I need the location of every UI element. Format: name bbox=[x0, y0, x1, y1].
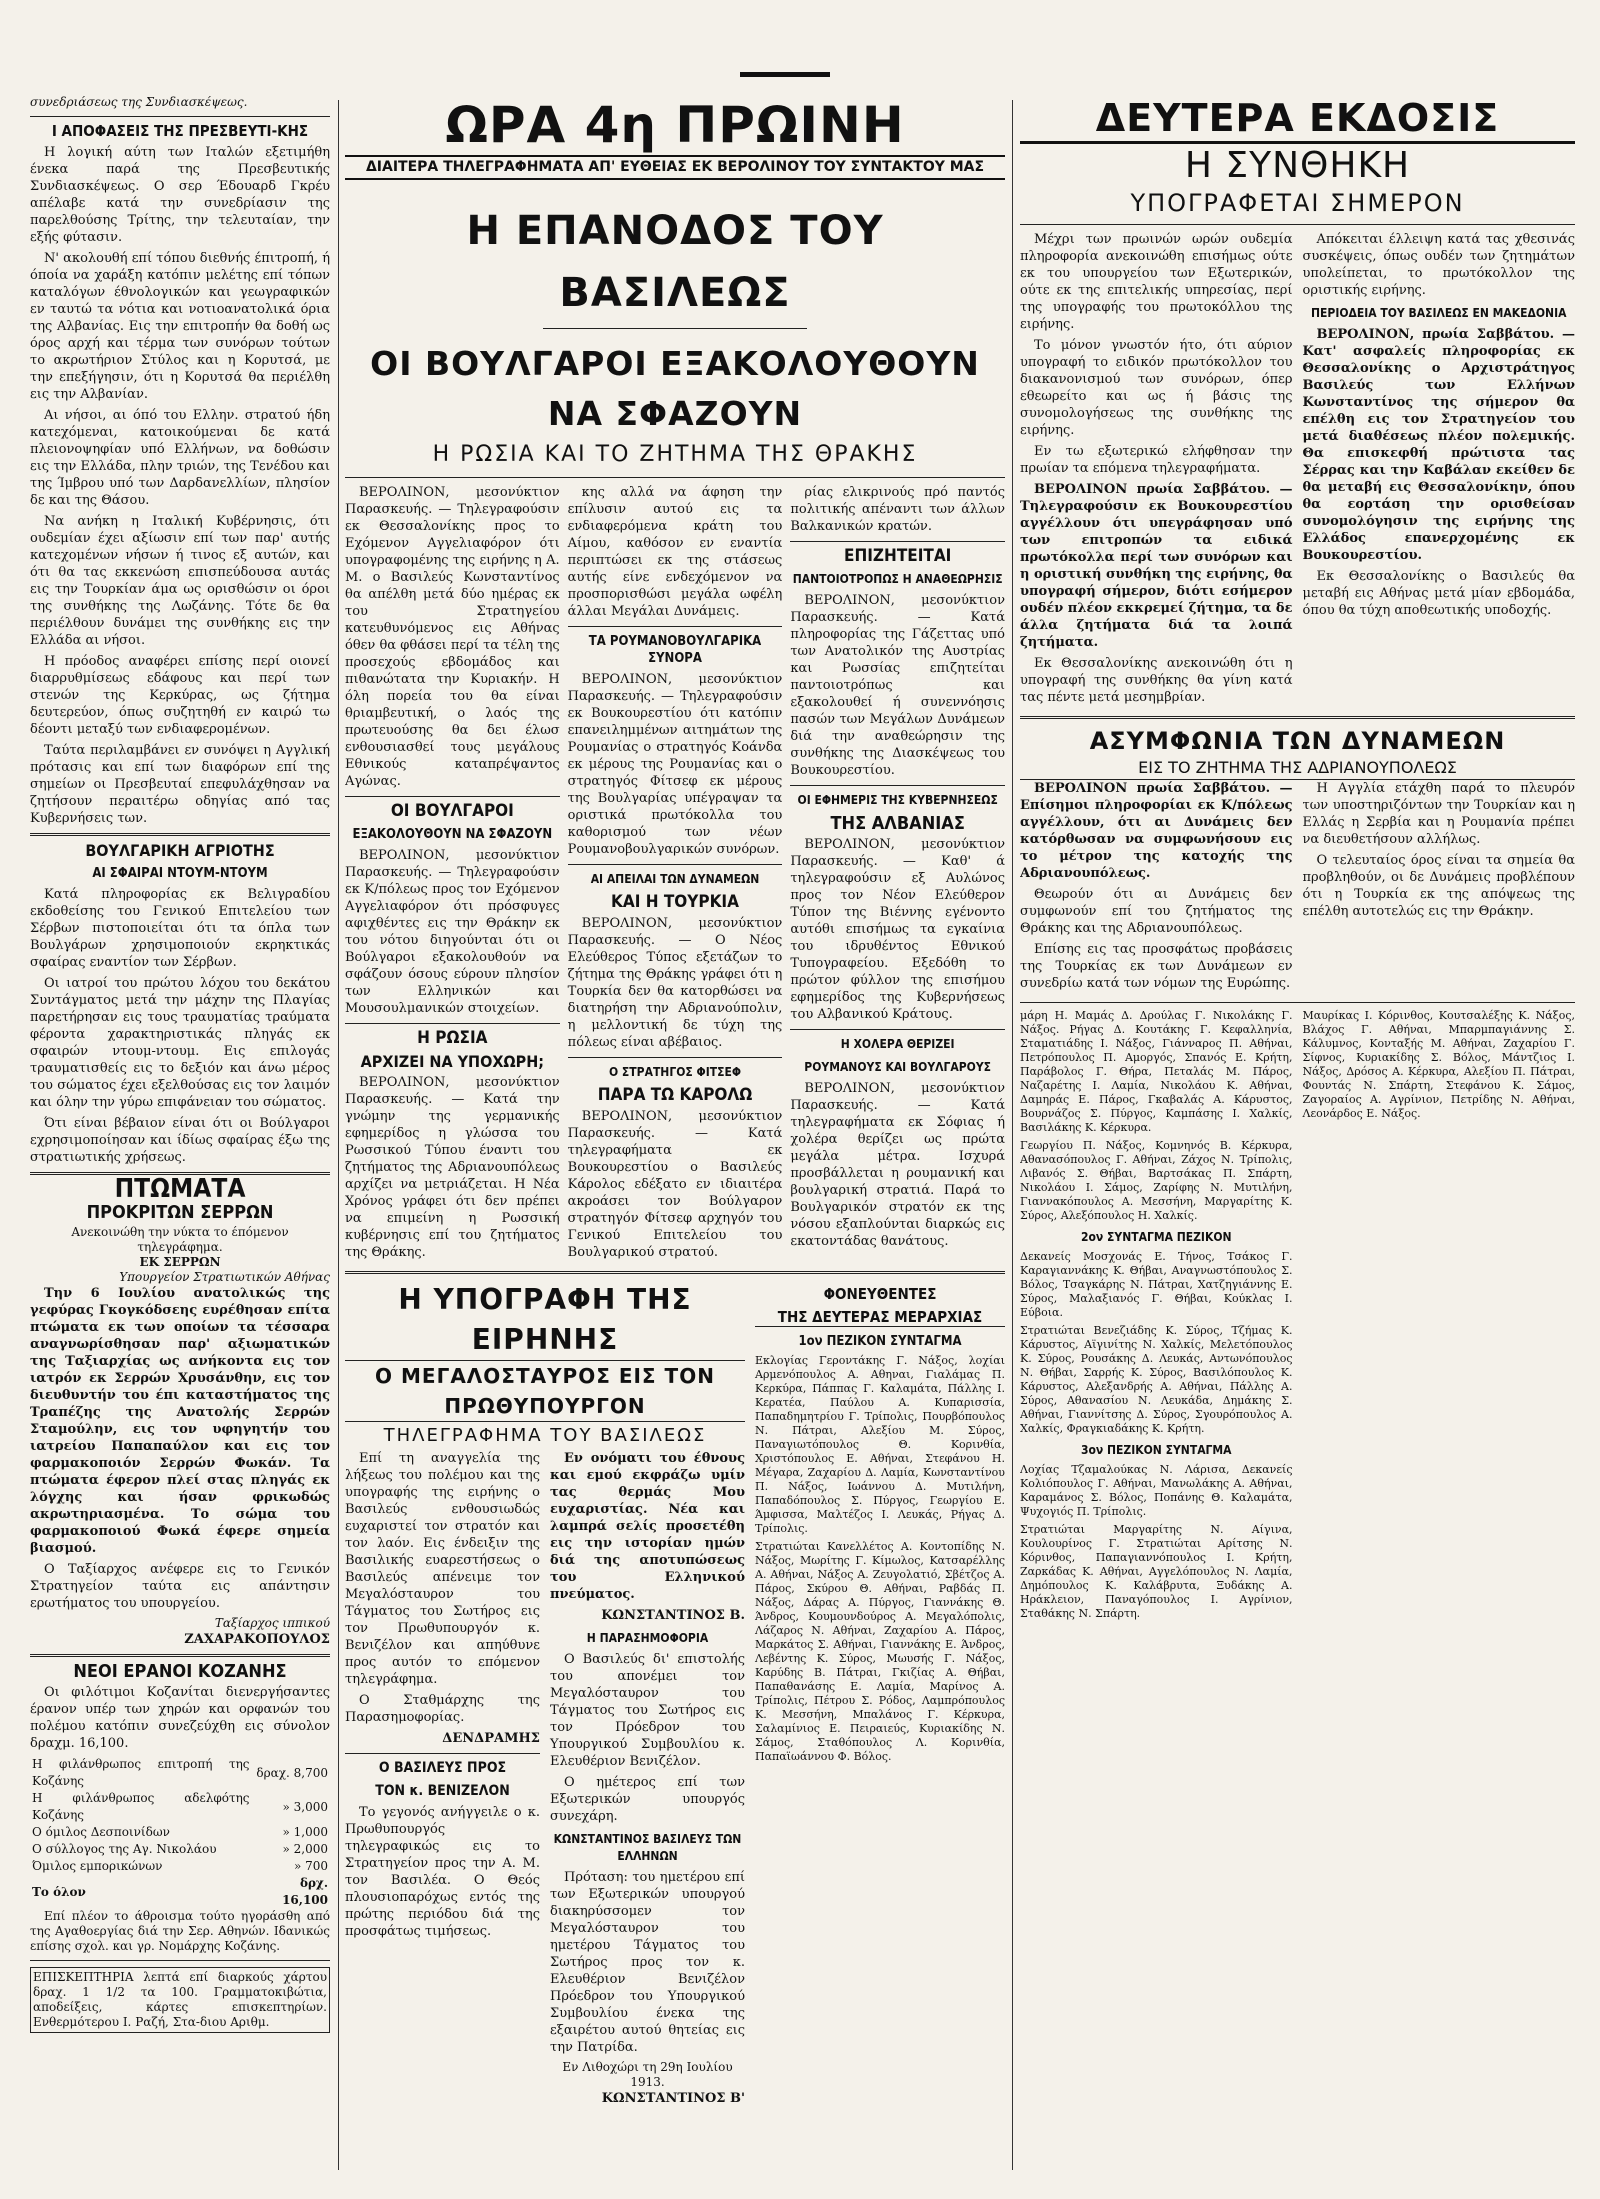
casualty-list: Στρατιώται Μαργαρίτης Ν. Αίγινα, Κουλουρίνος Γ. Στρατιώται Αρίτσης Ν. Κόρινθος, Παπαγιαννόπουλος Ι. Κρήτη, Ζαρκάδας Κ. Αθήναι, Αγγελόπουλος Ν. Λαμία, Δημόπουλος Κ. Καλάβρυτα, Ξυδάκης Α. Ηράκλειον, Παναγόπουλος Ι. Αγρίνιον, Σταθάκης Ν. Σπάρτη. bbox=[1020, 1523, 1293, 1620]
paragraph: Απόκειται έλλειψη κατά τας χθεσινάς συσκέψεις, όπως ουδέν των ζητημάτων υπολείπεται, το πρωτόκολλον της οριστικής ειρήνης. bbox=[1302, 232, 1575, 298]
articles-row-2 bbox=[345, 1280, 1005, 2107]
headline-grand-cross: Ο ΜΕΓΑΛΟΣΤΑΥΡΟΣ ΕΙΣ ΤΟΝ ΠΡΩΘΥΠΟΥΡΓΟΝ bbox=[345, 1360, 745, 1422]
paragraph: Κατά πληροφορίας εκ Βελιγραδίου εκδοθείσης του Γενικού Επιτελείου των Σέρβων πιστοποιείται ότι τα όπλα των Βουλγάρων χρησιμοποιούν εκρηκτικάς σφαίρας εναντίον των Σέρβων. bbox=[30, 887, 330, 970]
donor-amount: δρχ. 16,100 bbox=[282, 1876, 328, 1907]
intro-line: Ανεκοινώθη την νύκτα το έπόμενον τηλεγράφημα. bbox=[71, 1225, 289, 1254]
donor-amount: δραχ. 8,700 bbox=[256, 1765, 328, 1780]
paragraph: Μέχρι των πρωινών ωρών ουδεμία πληροφορία ανεκοινώθη επισήμως ούτε εκ του υπουργείου των Εξωτερικών, ούτε εκ της επιτελικής υπηρεσίας, περί της υπογραφής του πρωτοκόλλου της ειρήνης. bbox=[1020, 232, 1293, 332]
paragraph: Ταύτα περιλαμβάνει εν συνόψει η Αγγλική πρότασις και επί των διαφόρων επί της σημείων οι Πρεσβευταί επεφυλάχθησαν να ζητήσουν περαιτέρω οδηγίας από τας Κυβερνήσεις των. bbox=[30, 743, 330, 826]
disagree-col-1 bbox=[1020, 780, 1293, 996]
paragraph: Η λογική αύτη των Ιταλών εξετιμήθη ένεκα παρά της Πρεσβευτικής Συνδιασκέψεως. Ο σερ Έδουαρδ Γκρέυ απέλαβε κατά την συνεδρίασιν της παρελθούσης Τρίτης, την τελευταίαν, την εξής φύτασιν. bbox=[30, 145, 330, 245]
dateline-serres: ΕΚ ΣΕΡΡΩΝ bbox=[139, 1255, 221, 1269]
paragraph: ΒΕΡΟΛΙΝΟΝ, μεσονύκτιον Παρασκευής. — Ο Νέος Ελεύθερος Τύπος εξετάζων το ζήτημα της Θράκης γράφει ότι η Τουρκία δεν θα κατορθώσει να διατηρήση την Αδριανούπολιν, η μελλοντική δε τύχη της πόλεως είναι αβέβαιος. bbox=[567, 916, 783, 1050]
divider bbox=[790, 1029, 1005, 1030]
donor-name: Το όλον bbox=[32, 1884, 86, 1899]
headline-king-tour: ΠΕΡΙΟΔΕΙΑ ΤΟΥ ΒΑΣΙΛΕΩΣ ΕΝ ΜΑΚΕΔΟΝΙΑ bbox=[1311, 306, 1567, 320]
articles-row-1 bbox=[345, 484, 1005, 1265]
headline-king-to: Ο ΒΑΣΙΛΕΥΣ ΠΡΟΣ bbox=[378, 1760, 507, 1776]
divider bbox=[568, 1057, 783, 1058]
paragraph: Θεωρούν ότι αι Δυνάμεις δεν συμφωνούν επί του ζητήματος της Θράκης και της Αδριανουπόλεως. bbox=[1020, 887, 1293, 936]
subhead-2nd-regiment: 2ον ΣΥΝΤΑΓΜΑ ΠΕΖΙΚΟΝ bbox=[1080, 1230, 1232, 1244]
donor-name: Όμιλος εμπορικώνων bbox=[32, 1859, 163, 1873]
table-row bbox=[30, 1824, 330, 1841]
casualty-list: Λοχίας Τζαμαλούκας Ν. Λάρισα, Δεκανείς Κολιόπουλος Γ. Αθήναι, Μανωλάκης Α. Αθήναι, Καραμάνος Σ. Βόλος, Ποπάνης Θ. Καλαμάτα, Ψυχογιός Π. Τρίπολις. bbox=[1020, 1463, 1293, 1518]
donor-name: Η φιλάνθρωπος επιτροπή της Κοζάνης bbox=[32, 1757, 250, 1788]
headline-gov-newspaper: ΟΙ ΕΦΗΜΕΡΙΣ ΤΗΣ ΚΥΒΕΡΝΗΣΕΩΣ bbox=[797, 793, 998, 807]
paragraph: ΒΕΡΟΛΙΝΟΝ, μεσονύκτιον Παρασκευής. — Κατά πληροφορίας της Γάζεττας υπό των Ανατολικόν της Αυστρίας και Ρωσσίας επιζητείται παντοιοτρόπως και εξακολουθεί ή συνεννόησις πασών των Μεγάλων Δυνάμεων διά την αναθεώρησιν της συνθήκης της Διασκέψεως του Βουκουρεστίου. bbox=[790, 593, 1005, 778]
donor-amount: » 3,000 bbox=[282, 1799, 328, 1814]
paragraph: κης αλλά να άφηση την επίλυσιν αυτού εις τα ενδιαφερόμενα κράτη του Αίμου, καθόσον εν εναντία περιπτώσει εκ της στάσεως αυτής είνε ενδεχόμενον να προσπορισθώσι μεγάλα ωφέλη άλλαι Μεγάλαι Δυνάμεις. bbox=[567, 485, 783, 619]
subhead-adrianople: ΕΙΣ ΤΟ ΖΗΤΗΜΑ ΤΗΣ ΑΔΡΙΑΝΟΥΠΟΛΕΩΣ bbox=[1020, 757, 1575, 780]
paragraph: ΒΕΡΟΛΙΝΟΝ, μεσονύκτιον Παρασκευής. — Τηλεγραφούσιν εκ Βουκουρεστίου ότι κατόπιν επανειλημμένων αιτημάτων της Ρουμανίας ο στρατηγός Κοάνδα εκ μέρους της Ρουμανίας και ο στρατηγός Φίτσεφ εκ μέρους της Βουλγαρίας υπέγραψαν τα οριστικά πρωτόκολλα του καθορισμού των νέων Ρουμανοβουλγαρικών συνόρων. bbox=[567, 672, 783, 857]
paragraph: Πρόταση: του ημετέρου επί των Εξωτερικών υπουργού διακηρύσσομεν τον Μεγαλόσταυρον του ημετέρου Τάγματος του Σωτήρος προς τον κ. Ελευθέριον Βενιζέλον Πρόεδρον του Υπουργικού Συμβουλίου ένεκα της εξαιρέτου αυτού θητείας εις την Πατρίδα. bbox=[550, 1870, 745, 2055]
headline-peace-signing: Η ΥΠΟΓΡΑΦΗ ΤΗΣ ΕΙΡΗΝΗΣ bbox=[398, 1283, 692, 1356]
paragraph: Επί τη αναγγελία της λήξεως του πολέμου και της υπογραφής της ειρήνης ο Βασιλεύς ενθουσιωδώς ευχαριστεί τον στρατόν και τον λαόν. Εις ένδειξιν της Βασιλικής ευαρεστήσεως ο Βασιλεύς απένειμε τον Μεγαλόσταυρον του Τάγματος του Σωτήρος εις τον Πρωθυπουργόν κ. Βενιζέλον και απηύθυνε προς αυτόν το επόμενον τηλεγράφημα. bbox=[345, 1451, 540, 1687]
divider bbox=[30, 116, 330, 117]
paragraph: Ο Σταθμάρχης της Παρασημοφορίας. bbox=[345, 1693, 540, 1725]
paragraph: ΒΕΡΟΛΙΝΟΝ, μεσονύκτιον Παρασκευής. — Τηλεγραφούσιν εκ Θεσσαλονίκης προς το Εχόμενον Αγγελιαφόρον ότι υπογραφομένης της ειρήνης η Α. Μ. ο Βασιλεύς Κωνσταντίνος θα απέλθη μετά δύο ημέρας εκ του Στρατηγείου κατευθυνόμενος εις Αθήνας όθεν θα φθάσει περί τα τέλη της προσεχούς εβδομάδος και πιθανώτατα την Κυριακήν. Η όλη πορεία του θα είναι θριαμβευτική, ο λαός της πρωτευούσης θα δει έλωσ ενθουσιασθεί τους μεγάλους Εθνικούς καταπρέψαντος Αγώνας. bbox=[345, 485, 560, 789]
table-row bbox=[30, 1875, 330, 1909]
paragraph: ΒΕΡΟΛΙΝΟΝ, μεσονύκτιον Παρασκευής. — Κατά την γνώμην της γερμανικής εφημερίδος η γλώσσα του Ρωσσικού Τύπου έναντι του ζητήματος της Αδριανουπόλεως αρχίζει να μετριάζεται. Η Νέα Χρόνος γράφει ότι δεν πρέπει να επιμείνη η Ρωσσική κυβέρνησις επί του ζητήματος της Θράκης. bbox=[345, 1075, 560, 1260]
donor-name: Ο σύλλογος της Αγ. Νικολάου bbox=[32, 1842, 217, 1856]
disagree-col-2 bbox=[1303, 780, 1576, 996]
paragraph: ΒΕΡΟΛΙΝΟΝ, μεσονύκτιον Παρασκευής. — Καθ' ά τηλεγραφούσιν εξ Αυλώνος προς τον Νέον Ελεύθερον Τύπον της Βιέννης εγένοντο αυτόθι επισήμως τα εγκαίνια του ιδρυθέντος Εθνικού Τυπογραφείου. Εξεδόθη το πρώτον φύλλον της επισήμου εφημερίδος της Κυβερνήσεως του Αλβανικού Κράτους. bbox=[790, 837, 1005, 1022]
headline-cholera: Η ΧΟΛΕΡΑ ΘΕΡΙΖΕΙ bbox=[840, 1037, 955, 1051]
subhead-turkey: ΚΑΙ Η ΤΟΥΡΚΙΑ bbox=[611, 892, 739, 912]
column-divider-left bbox=[338, 100, 339, 2170]
subhead-3rd-regiment: 3ον ΠΕΖΙΚΟΝ ΣΥΝΤΑΓΜΑ bbox=[1080, 1443, 1232, 1457]
top-rule bbox=[740, 72, 830, 77]
advert-cards: ΕΠΙΣΚΕΠΤΗΡΙΑ λεπτά επί διαρκούς χάρτου δραχ. 1 1/2 τα 100. Γραμματοκιβώτια, αποδείξεις, κάρτες επισκεπτηρίων. Ενθερμότερου Ι. Ραζή, Στα-διου Αριθμ. bbox=[30, 1967, 330, 2033]
divider bbox=[543, 328, 807, 329]
paragraph: Ο Βασιλεύς δι' επιστολής του απονέμει τον Μεγαλόσταυρον του Τάγματος του Σωτήρος εις τον Πρόεδρον του Υπουργικού Συμβουλίου κ. Ελευθέριον Βενιζέλον. bbox=[550, 1652, 745, 1769]
headline-treaty: Η ΣΥΝΘΗΚΗ bbox=[1184, 145, 1411, 186]
signature-title: Ταξίαρχος ιππικού bbox=[214, 1616, 330, 1630]
table-row bbox=[30, 1841, 330, 1858]
paragraph: Το μόνον γνωστόν ήτο, ότι αύριον υπογραφή το ειδικόν πρωτόκολλον του διακανονισμού των συνόρων, όπερ εθεωρείτο και ως ή βάσις της συνομολογήσεως της συνθήκης της ειρήνης. bbox=[1020, 338, 1293, 438]
paragraph: Εν τω εξωτερικώ ελήφθησαν την πρωίαν τα επόμενα τηλεγραφήματα. bbox=[1020, 444, 1293, 476]
headline-embassy-decisions: Ι ΑΠΟΦΑΣΕΙΣ ΤΗΣ ΠΡΕΣΒΕΥΤΙ-ΚΗΣ bbox=[51, 122, 309, 140]
treaty-columns bbox=[1020, 231, 1575, 710]
headline-sought: ΕΠΙΖΗΤΕΙΤΑΙ bbox=[844, 546, 952, 566]
casualty-columns bbox=[1020, 1009, 1575, 1621]
headline-powers-disagreement: ΑΣΥΜΦΩΝΙΑ ΤΩΝ ΔΥΝΑΜΕΩΝ bbox=[1089, 727, 1506, 755]
paragraph: Η Αγγλία ετάχθη παρά το πλευρόν των υποστηριζόντων την Τουρκίαν και η Ελλάς η Σερβία και η Ρουμανία πρέπει να διευθετήσουν αλλήλως. bbox=[1302, 781, 1575, 847]
paragraph: ΒΕΡΟΛΙΝΟΝ, μεσονύκτιον Παρασκευής. — Κατά τηλεγραφήματα εκ Σόφιας ή χολέρα θερίζει ως πρώτα μεγάλα μέτρα. Ισχυρά προσβάλλεται η ρουμανική και βουλγαρική στρατιά. Παρά το Βουλγαρικόν στρατόν εκ της νόσου εξαπλούνται διαρκώς εις εκατοντάδας θανάτους. bbox=[790, 1081, 1005, 1249]
headline-signed-today: ΥΠΟΓΡΑΦΕΤΑΙ ΣΗΜΕΡΟΝ bbox=[1130, 189, 1465, 217]
paragraph: Ν' ακολουθή επί τόπου διεθνής έπιτροπή, ή όποία να χαράξη κατόπιν μελέτης επί τόπων καταλόγων έθνολογικών και γεωγραφικών εν ταυτώ τα νότια και νοτιοανατολικά όρια της Αλβανίας. Εις την επιτροπήν θα δοθή ως όρος αρχή και τέρμα των συνόρων τούτων το ακρωτήριον Στύλος και η Κορυτσά, με την επεξήγησιν, ότι η Κορυτσά θα περιέλθη εις την Αλβανίαν. bbox=[30, 251, 330, 402]
subhead-revision: ΠΑΝΤΟΙΟΤΡΟΠΩΣ Η ΑΝΑΘΕΩΡΗΣΙΣ bbox=[792, 572, 1003, 586]
paragraph: Εν ονόματι του έθνους και εμού εκφράζω υμίν τας θερμάς Μου ευχαριστίας. Νέα και λαμπρά σελίς προσετέθη εις την ιστορίαν ημών διά της αποτυπώσεως του Ελληνικού πνεύματος. bbox=[550, 1451, 745, 1602]
subhead-albania: ΤΗΣ ΑΛΒΑΝΙΑΣ bbox=[830, 813, 965, 834]
subhead-with-carol: ΠΑΡΑ ΤΩ ΚΑΡΟΛΩ bbox=[597, 1085, 753, 1105]
subhead-1st-regiment: 1ον ΠΕΖΙΚΟΝ ΣΥΝΤΑΓΜΑ bbox=[798, 1334, 962, 1349]
donor-amount: » 2,000 bbox=[282, 1842, 328, 1856]
divider bbox=[345, 796, 560, 797]
treaty-col-1 bbox=[1020, 231, 1293, 710]
column-divider-right bbox=[1012, 100, 1013, 2170]
paragraph: Επί πλέον το άθροισμα τούτο ηγοράσθη από της Αγαθοεργίας διά την Σερ. Αθηνών. Ιδανικώς επίσης σχολ. και γρ. Νομάρχης Κοζάνης. bbox=[30, 1909, 330, 1953]
divider bbox=[568, 864, 783, 865]
donations-table bbox=[30, 1756, 330, 1909]
left-column bbox=[30, 95, 330, 2175]
donor-name: Ο όμιλος Δεσποινίδων bbox=[32, 1825, 170, 1839]
paragraph: ΒΕΡΟΛΙΝΟΝ, μεσονύκτιον Παρασκευής. — Τηλεγραφούσιν εκ Κ/πόλεως προς τον Εχόμενον Αγγελιαφόρον ότι πρόσφυγες αφιχθέντες εις την Θράκην εκ του νότου διηγούνται ότι οι Βούλγαροι εξακολουθούν να σφάζουν όσους εύρουν πλησίον των Ελληνικών και Μουσουλμανικών στοιχείων. bbox=[345, 848, 560, 1016]
subhead-decoration: Η ΠΑΡΑΣΗΜΟΦΟΡΙΑ bbox=[586, 1631, 709, 1645]
headline-border: ΤΑ ΡΟΥΜΑΝΟΒΟΥΛΓΑΡΙΚΑ ΣΥΝΟΡΑ bbox=[588, 634, 762, 666]
subhead-dumdum: ΑΙ ΣΦΑΙΡΑΙ ΝΤΟΥΜ-ΝΤΟΥΜ bbox=[92, 866, 268, 881]
table-row bbox=[30, 1790, 330, 1824]
table-row bbox=[30, 1756, 330, 1790]
paragraph: Εκ Θεσσαλονίκης ο Βασιλεύς θα μεταβή εις Αθήνας μετά μίαν εβδομάδα, όπου θα τύχη αποθεωτικής υποδοχής. bbox=[1302, 569, 1575, 618]
donor-amount: » 1,000 bbox=[282, 1825, 328, 1839]
paragraph: ΒΕΡΟΛΙΝΟΝ, πρωία Σαββάτου. — Κατ' ασφαλείς πληροφορίας εκ Θεσσαλονίκης ο Αρχιστράτηγος Βασιλεύς των Ελλήνων Κωνσταντίνος της σήμερον θα επέλθη εις τον Στρατηγείον του μετά διαθέσεως πλέον πολεμικής. Θα επισκεφθή πρώτιστα τας Σέρρας και την Καβάλαν εκείθεν δε θα μεταβή εις Θεσσαλονίκην, όπου θα εορτάση την ορισθείσαν συνομολόγησιν της ειρήνης της Ελλάδος επανερχομένης εκ Βουκουρεστίου. bbox=[1302, 327, 1575, 563]
paragraph: Η πρόοδος αναφέρει επίσης περί οιονεί διαρρυθμίσεως εδάφους και περί των στενών της Κερκύρας, ως ζήτημα δευτερεύον, όπως συζητηθή εν καιρώ τω δέοντι μεταξύ των ενδιαφερομένων. bbox=[30, 654, 330, 737]
divider bbox=[568, 626, 783, 627]
divider bbox=[345, 1271, 1005, 1274]
headline-kozani-donations: ΝΕΟΙ ΕΡΑΝΟΙ ΚΟΖΑΝΗΣ bbox=[73, 1661, 287, 1682]
divider bbox=[30, 1654, 330, 1657]
casualty-list: Δεκανείς Μοσχονάς Ε. Τήνος, Τσάκος Γ. Καραγιαννάκης Κ. Θήβαι, Αναγνωστόπουλος Σ. Βόλος, Τσαγκάρης Ν. Πάτραι, Χατζηγιάννης Ε. Σύρος, Μαλαξιανός Γ. Θήβαι, Κούκλας Ι. Εύβοια. bbox=[1020, 1250, 1293, 1319]
headline-bulgarian-brutality: ΒΟΥΛΓΑΡΙΚΗ ΑΓΡΙΟΤΗΣ bbox=[85, 841, 275, 860]
subhead-second-division: ΤΗΣ ΔΕΥΤΕΡΑΣ ΜΕΡΑΡΧΙΑΣ bbox=[755, 1309, 1005, 1327]
paragraph: ΒΕΡΟΛΙΝΟΝ πρωία Σαββάτου. — Τηλεγραφούσιν εκ Βουκουρεστίου αγγέλλουν ότι υπεγράφησαν υπό των επιτροπών τα ειδικά πρωτόκολλα περί των συνόρων και η οριστική συνθήκη της ειρήνης, θα υπογραφή σήμερον, διότι εσήμερον ουδέν πλέον εκκρεμεί ζήτημα, τα δε άλλα ζητήματα διά τα λοιπά ζητήματα. bbox=[1020, 482, 1293, 650]
peace-col-1 bbox=[345, 1450, 540, 2107]
headline-russia-thrace: Η ΡΩΣΙΑ ΚΑΙ ΤΟ ΖΗΤΗΜΑ ΤΗΣ ΘΡΑΚΗΣ bbox=[432, 442, 918, 467]
divider bbox=[1020, 224, 1575, 225]
divider bbox=[345, 1753, 540, 1754]
article-col-3 bbox=[790, 484, 1005, 1265]
paragraph: Επίσης εις τας προσφάτως προβάσεις της Τουρκίας εκ των Δυνάμεων εν συνεδρίω κατά των νόμων της Ευρώπης. bbox=[1020, 942, 1293, 991]
divider bbox=[790, 541, 1005, 542]
headline-bulgarians: ΟΙ ΒΟΥΛΓΑΡΟΙ bbox=[390, 801, 514, 821]
masthead-subtitle: ΔΙΑΙΤΕΡΑ ΤΗΛΕΓΡΑΦΗΜΑΤΑ ΑΠ' ΕΥΘΕΙΑΣ ΕΚ ΒΕΡΟΛΙΝΟΥ ΤΟΥ ΣΥΝΤΑΚΤΟΥ ΜΑΣ bbox=[345, 155, 1005, 180]
casualty-list: Στρατιώται Κανελλέτος Α. Κοντοπίδης Ν. Νάξος, Μωρίτης Γ. Κίμωλος, Κατσαρέλλης Α. Αθήναι, Νάξος Α. Ζευγολατιό, Σβέτζος Α. Πάρος, Σκύρου Θ. Αθήναι, Ραβδάς Π. Νάξος, Δάρας Α. Πύργος, Γιαννάκης Θ. Άνδρος, Κουμουνδούρος Α. Μεγαλόπολις, Λάζαρος Ν. Αθήναι, Ζαχαρίου Α. Πάρος, Μαρκάτος Σ. Αθήναι, Γιαννάκης Ε. Άνδρος, Λεβέντης Κ. Σύρος, Μωυσής Γ. Νάξος, Καρύδης Β. Πάτραι, Γκιζίας Α. Θήβαι, Παπαθανάσης Ε. Λαμία, Μαρίνος Α. Τρίπολις, Πέτρου Σ. Ρόδος, Λαμπρόπουλος Κ. Μεσσήνη, Μπαλάνος Γ. Κέρκυρα, Σαλαμίνιος Ε. Πειραιεύς, Κυριακίδης Ν. Σάμος, Σταθόπουλος Λ. Κορινθία, Παπαϊωάννου Φ. Βόλος. bbox=[755, 1540, 1005, 1763]
divider bbox=[790, 785, 1005, 786]
paragraph: Αι νήσοι, αι όπό του Ελλην. στρατού ήδη κατεχόμεναι, κατοικούμεναι δε κατά πλειονοψηφίαν υπό Ελλήνων, να δοθώσιν εις την Ελλάδα, πλην τριών, της Τενέδου και της Ίμβρου υπό των Δαρδανελλίων, πλησίον δε και της Θάσου. bbox=[30, 408, 330, 508]
signature: ΔΕΝΔΡΑΜΗΣ bbox=[442, 1731, 540, 1746]
casualty-list: Μαυρίκας Ι. Κόρινθος, Κουτσαλέξης Κ. Νάξος, Βλάχος Γ. Αθήναι, Μπαρμπαγιάννης Σ. Κάλυμνος, Κονταξής Μ. Αθήναι, Ζαχαρίου Γ. Σίφνος, Κυριακίδης Σ. Βόλος, Μάντζιος Ι. Νάξος, Δρόσος Α. Κέρκυρα, Αλεξίου Π. Πάτραι, Φουντάς Ν. Σπάρτη, Στεφάνου Κ. Σάμος, Ζαγοραίος Α. Αγρίνιον, Πετρίδης Ν. Αθήναι, Λεονάρδος Ε. Νάξος. bbox=[1302, 1009, 1575, 1120]
paragraph: Ο Ταξίαρχος ανέφερε εις το Γενικόν Στρατηγείον ταύτα εις απάντησιν ερωτήματος του υπουργείου. bbox=[30, 1562, 330, 1611]
paragraph: Εκ Θεσσαλονίκης ανεκοινώθη ότι η υπογραφή της συνθήκης θα γίνη κατά τας πέντε μετά μεσημβρίαν. bbox=[1020, 656, 1293, 705]
subhead-serres-notables: ΠΡΟΚΡΙΤΩΝ ΣΕΡΡΩΝ bbox=[86, 1202, 274, 1223]
signature: ΚΩΝΣΤΑΝΤΙΝΟΣ Β' bbox=[601, 2091, 745, 2106]
headline-russia: Η ΡΩΣΙΑ bbox=[417, 1028, 488, 1048]
peace-columns bbox=[345, 1450, 745, 2107]
article-col-2 bbox=[568, 484, 783, 1265]
casualty-list: Γεωργίου Π. Νάξος, Κομνηνός Β. Κέρκυρα, Αθανασόπουλος Γ. Αθήναι, Ζάχος Ν. Τρίπολις, Λιβανός Σ. Θήβαι, Βαρτσάκας Π. Σπάρτη, Νικολάου Ι. Σάμος, Ζαρίφης Ν. Μυτιλήνη, Γιαννακόπουλος Α. Μεσσήνη, Μαργαρίτης Κ. Σύρος, Αλεξόπουλος Η. Χαλκίς. bbox=[1020, 1139, 1293, 1222]
headline-powers-threats: ΑΙ ΑΠΕΙΛΑΙ ΤΩΝ ΔΥΝΑΜΕΩΝ bbox=[590, 872, 760, 886]
peace-col-2 bbox=[550, 1450, 745, 2107]
disagree-columns bbox=[1020, 780, 1575, 996]
masthead-second-edition: ΔΕΥΤΕΡΑ ΕΚΔΟΣΙΣ bbox=[1020, 95, 1575, 144]
headline-bulgarians-slaughter: ΟΙ ΒΟΥΛΓΑΡΟΙ ΕΞΑΚΟΛΟΥΘΟΥΝ ΝΑ ΣΦΑΖΟΥΝ bbox=[370, 344, 980, 433]
killed-list-article bbox=[755, 1280, 1005, 2107]
subhead-romanians-bulgarians: ΡΟΥΜΑΝΟΥΣ ΚΑΙ ΒΟΥΛΓΑΡΟΥΣ bbox=[804, 1060, 992, 1074]
left-kicker: συνεδριάσεως της Συνδιασκέψεως. bbox=[30, 95, 248, 109]
headline-king-return: Η ΕΠΑΝΟΔΟΣ ΤΟΥ ΒΑΣΙΛΕΩΣ bbox=[466, 208, 884, 316]
casualty-col-1 bbox=[1020, 1009, 1293, 1621]
subhead-venizelos: ΤΟΝ κ. ΒΕΝΙΖΕΛΟΝ bbox=[375, 1783, 510, 1799]
paragraph: Ότι είναι βέβαιον είναι ότι οι Βούλγαροι εχρησιμοποίησαν και ίδίως σφαίρας έξω της στρατιωτικής χρήσεως. bbox=[30, 1116, 330, 1165]
signature-name: ΖΑΧΑΡΑΚΟΠΟΥΛΟΣ bbox=[184, 1632, 330, 1647]
treaty-col-2 bbox=[1303, 231, 1576, 710]
subhead-russia-retreat: ΑΡΧΙΖΕΙ ΝΑ ΥΠΟΧΩΡΗ; bbox=[360, 1052, 545, 1071]
paragraph: ρίας ελικρινούς πρό παντός πολιτικής απέναντι των άλλων Βαλκανικών κρατών. bbox=[790, 485, 1005, 534]
addressee: Υπουργείον Στρατιωτικών Αθήνας bbox=[119, 1270, 330, 1284]
donor-amount: » 700 bbox=[293, 1859, 328, 1873]
right-column bbox=[1020, 95, 1575, 2175]
subhead-continue-slaughter: ΕΞΑΚΟΛΟΥΘΟΥΝ ΝΑ ΣΦΑΖΟΥΝ bbox=[352, 827, 553, 842]
paragraph: ΒΕΡΟΛΙΝΟΝ, μεσονύκτιον Παρασκευής. — Κατά τηλεγραφήματα εκ Βουκουρεστίου ο Βασιλεύς Κάρολος εδέξατο εν ιδιαιτέρα ακροάσει τον Βούλγαρον στρατηγόν Φίτσεφ αρχηγόν του Γενικού Επιτελείου του Βουλγαρικού στρατού. bbox=[567, 1109, 783, 1260]
paragraph: Οι φιλότιμοι Κοζανίται διενεργήσαντες έρανον υπέρ των χηρών και ορφανών του πολέμου κατόπιν συνεζεύχθη εις σύνολον δραχμ. 16,100. bbox=[30, 1685, 330, 1751]
casualty-list: Στρατιώται Βενεζιάδης Κ. Σύρος, Τζήμας Κ. Κάρυστος, Αϊγινίτης Ν. Χαλκίς, Μελετόπουλος Κ. Σύρος, Ρουσάκης Δ. Λευκάς, Αντωνόπουλος Ν. Θήβαι, Σαρρής Κ. Σύρος, Βασιλόπουλος Κ. Κάρυστος, Αλεξανδρής Α. Αθήναι, Πάλλης Α. Σύρος, Αθανασίου Ν. Λευκάδα, Δημάκης Σ. Αθήναι, Γιαννίτσης Δ. Σύρος, Σγουρόπουλος Α. Χαλκίς, Φραγκιαδάκης Κ. Κρήτη. bbox=[1020, 1324, 1293, 1435]
paragraph: Την 6 Ιουλίου ανατολικώς της γεφύρας Γκογκόδσεης ευρέθησαν επίτα πτώματα εκ των οποίων τα τέσσαρα αναγνωρίσθησαν παρ' αξιωματικών της Ταξιαρχίας ως ανήκοντα εις τον ιατρόν εκ Σερρών Χρυσάνθην, εις τον διευθυντήν του έπι καταστήματος της Τραπέζης της Ανατολής Σερρών Σταμούλην, εις τον υφηγητήν του ιατρείου Παπαπαύλον και εις τον φαρμακοποιόν Σερρών Φωκάν. Τα πτώματα έφερον πλεί στας πληγάς εκ λόγχης και ήσαν φρικωδώς ακρωτηριασμένα. Το σώμα του φαρμακοποιού Φωκά έφερε σημεία βιασμού. bbox=[30, 1286, 330, 1556]
paragraph: Να ανήκη η Ιταλική Κυβέρνησις, ότι ουδεμίαν έχει αξίωσιν επί των παρ' αυτής κατεχομένων νήσων ή τινος εξ αυτών, και ότι θα τας εκκενώση επισπεύδουσα αυτάς εις την Τουρκίαν άμα ως ορισθώσιν οι όροι της συνθήκης της Λωζάνης. Τότε δε θα περιέλθουν δυνάμει της συνθήκης εις την Ελλάδα αι νήσοι. bbox=[30, 514, 330, 648]
article-col-1 bbox=[345, 484, 560, 1265]
donor-name: Η φιλάνθρωπος αδελφότης Κοζάνης bbox=[32, 1791, 250, 1822]
paragraph: Το γεγονός ανήγγειλε ο κ. Πρωθυπουργός τηλεγραφικώς εις το Στρατηγείον προς την Α. Μ. τον Βασιλέα. Ο Θεός πλουσιοπαρόχως εντός της πρώτης περιόδου διά της προσφάτως τιμήσεως. bbox=[345, 1805, 540, 1939]
divider bbox=[30, 833, 330, 836]
divider bbox=[1020, 716, 1575, 719]
headline-corpses: ΠΤΩΜΑΤΑ bbox=[114, 1174, 246, 1204]
paragraph: Ο τελευταίος όρος είναι τα σημεία θα προβληθούν, οι δε Δυνάμεις προβλέπουν ότι η Τουρκία εκ της απόψεως της επέλθη αυτοτελώς εις την Θράκην. bbox=[1302, 853, 1575, 919]
casualty-list: μάρη Η. Μαμάς Δ. Δρούλας Γ. Νικολάκης Γ. Νάξος. Ρήγας Δ. Κουτάκης Γ. Κεφαλληνία, Σταματιάδης Ι. Νάξος, Γιάνναρος Π. Αθήναι, Πετρόπουλος Π. Αμοργός, Σπανός Ε. Κρήτη, Παράβολος Γ. Θήρα, Πεταλάς Μ. Πάρος, Ναζαρέτης Ι. Λαμία, Νικολάου Κ. Αθήναι, Δαμηράς Ε. Πάρος, Γκαβαλάς Α. Κάρυστος, Βουρνάζος Σ. Πύργος, Καμπάσης Ι. Χαλκίς, Βασιλάκης Κ. Κέρκυρα. bbox=[1020, 1009, 1293, 1134]
casualty-list: Εκλογίας Γεροντάκης Γ. Νάξος, λοχίαι Αρμενόπουλος Α. Αθηναι, Γιαλάμας Π. Κερκύρα, Πάππας Γ. Καλαμάτα, Πάλλης Ι. Κερατέα, Παύλου Α. Κυπαρισσία, Παπαδημητρίου Γ. Τρίπολις, Πουρβόπουλος Ν. Πάτραι, Αλεξίου Μ. Σύρος, Παναγιωτόπουλος Θ. Κορινθία, Χριστόπουλος Ε. Αθήναι, Στεφάνου Η. Μέγαρα, Ζαχαρίου Δ. Λαμία, Κωνσταντίνου Π. Νάξος, Ιωάννου Δ. Μυτιλήνη, Παπαδόπουλος Σ. Πύργος, Γεωργίου Ε. Άμφισσα, Μαλτέζος Ι. Λευκάς, Ρήγας Δ. Τρίπολις. bbox=[755, 1354, 1005, 1535]
peace-article bbox=[345, 1280, 745, 2107]
paragraph: Οι ιατροί του πρώτου λόχου του δεκάτου Συντάγματος μετά την μάχην της Πλαγίας παρετήρησαν εις τους τραυματίας τραύματα φέροντα χαρακτηριστικάς πληγάς εκ σφαιρών ντουμ-ντουμ. Εις επιλογάς τραυματισθείς εις το δεξιόν και άνω μέρος του σώματος έχει εξελθούσας εις τον λαιμόν και όλην την γύρω επιφάνειαν του σώματος. bbox=[30, 976, 330, 1110]
royal-title: ΚΩΝΣΤΑΝΤΙΝΟΣ ΒΑΣΙΛΕΥΣ ΤΩΝ ΕΛΛΗΝΩΝ bbox=[553, 1832, 742, 1863]
headline-killed: ΦΟΝΕΥΘΕΝΤΕΣ bbox=[823, 1285, 937, 1303]
headline-general-fitsef: Ο ΣΤΡΑΤΗΓΟΣ ΦΙΤΣΕΦ bbox=[609, 1065, 742, 1079]
divider bbox=[30, 1960, 330, 1961]
casualty-col-2 bbox=[1303, 1009, 1576, 1621]
divider bbox=[345, 1023, 560, 1024]
masthead-4am: ΩΡΑ 4η ΠΡΩΙΝΗ bbox=[445, 96, 905, 154]
divider bbox=[1020, 1002, 1575, 1003]
center-column bbox=[345, 95, 1005, 2175]
paragraph: ΒΕΡΟΛΙΝΟΝ πρωία Σαββάτου. — Επίσημοι πληροφορίαι εκ Κ/πόλεως αγγέλλουν, ότι αι Δυνάμεις δεν κατόρθωσαν να συμφωνήσουν εις το μέτρον της κατοχής της Αδριανουπόλεως. bbox=[1020, 781, 1293, 881]
paragraph: Ο ημέτερος επί των Εξωτερικών υπουργός συνεχάρη. bbox=[550, 1775, 745, 1824]
place-date: Εν Λιθοχώρι τη 29η Ιουλίου 1913. bbox=[562, 2060, 733, 2089]
divider bbox=[345, 477, 1005, 478]
headline-king-telegram: ΤΗΛΕΓΡΑΦΗΜΑ ΤΟΥ ΒΑΣΙΛΕΩΣ bbox=[383, 1425, 707, 1446]
signature: ΚΩΝΣΤΑΝΤΙΝΟΣ Β. bbox=[601, 1608, 745, 1623]
table-row bbox=[30, 1858, 330, 1875]
